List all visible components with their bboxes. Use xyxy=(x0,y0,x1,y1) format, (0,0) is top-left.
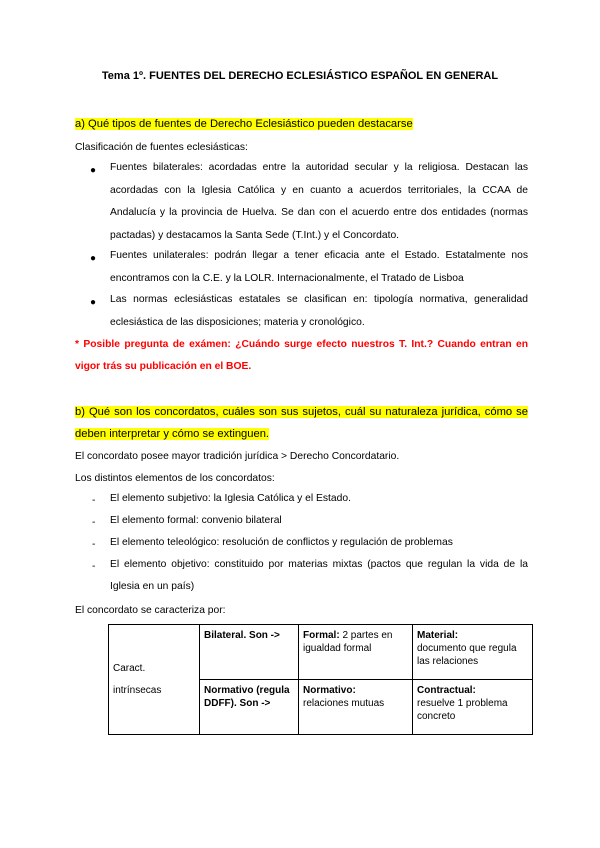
section-b-heading-line-1: b) Qué son los concordatos, cuáles son sus sujetos, cuál su naturaleza jurídica, cómo se xyxy=(75,406,528,418)
table-cell: Normativo: relaciones mutuas xyxy=(299,680,413,735)
list-item: Las normas eclesiásticas estatales se clasifican en: tipología normativa, generalidad eclesiástica de las disposiciones; materia y cronológico. xyxy=(110,294,528,328)
list-item: Fuentes unilaterales: podrán llegar a tener eficacia ante el Estado. Estatalmente nos encontramos con la C.E. y la LOLR. Internacionalmente, el Tratado de Lisboa xyxy=(110,250,528,284)
section-b-heading-line-2: deben interpretar y cómo se extinguen. xyxy=(75,428,270,440)
table-cell: Formal: 2 partes en igualdad formal xyxy=(299,625,413,680)
section-a-intro: Clasificación de fuentes eclesiásticas: xyxy=(75,142,248,153)
table-cell: Contractual: resuelve 1 problema concreto xyxy=(413,680,533,735)
list-item: El elemento teleológico: resolución de conflictos y regulación de problemas xyxy=(110,537,453,548)
list-item: El elemento subjetivo: la Iglesia Católica y el Estado. xyxy=(110,493,351,504)
page-title: Tema 1º. FUENTES DEL DERECHO ECLESIÁSTICO ESPAÑOL EN GENERAL xyxy=(101,70,499,82)
exam-note: * Posible pregunta de exámen: ¿Cuándo surge efecto nuestros T. Int.? Cuando entran en vigor trás su publicación en el BOE. xyxy=(75,339,528,372)
section-b-line: El concordato se caracteriza por: xyxy=(75,605,226,616)
table-cell: Normativo (regula DDFF). Son -> xyxy=(200,680,299,735)
section-b-line: El concordato posee mayor tradición jurídica > Derecho Concordatario. xyxy=(75,451,400,462)
bullet-icon: ● xyxy=(90,297,97,308)
table-cell: Material: documento que regula las relaciones xyxy=(413,625,533,680)
bullet-icon: ● xyxy=(90,165,97,176)
dash-icon: - xyxy=(92,561,96,572)
section-b-line: Los distintos elementos de los concordatos: xyxy=(75,473,275,484)
dash-icon: - xyxy=(92,517,96,528)
bullet-icon: ● xyxy=(90,253,97,264)
table-row-label: Caract. intrínsecas xyxy=(109,625,200,735)
table-row xyxy=(109,625,533,680)
table-cell: Bilateral. Son -> xyxy=(200,625,299,680)
characteristics-table xyxy=(108,624,533,735)
section-a-heading: a) Qué tipos de fuentes de Derecho Eclesiástico pueden destacarse xyxy=(75,118,413,130)
list-item: Fuentes bilaterales: acordadas entre la autoridad secular y la religiosa. Destacan las acordadas con la Iglesia Católica y en cuanto a acuerdos territoriales, la CCAA de Andalucía y la provincia de Huelva. Se dan con el acuerdo entre dos entidades (normas pactadas) y destacamos la Santa Sede (T.Int.) y el Concordato. xyxy=(110,162,528,241)
dash-icon: - xyxy=(92,495,96,506)
dash-icon: - xyxy=(92,539,96,550)
list-item: El elemento objetivo: constituido por materias mixtas (pactos que regulan la vida de la Iglesia en un país) xyxy=(110,559,528,592)
list-item: El elemento formal: convenio bilateral xyxy=(110,515,282,526)
